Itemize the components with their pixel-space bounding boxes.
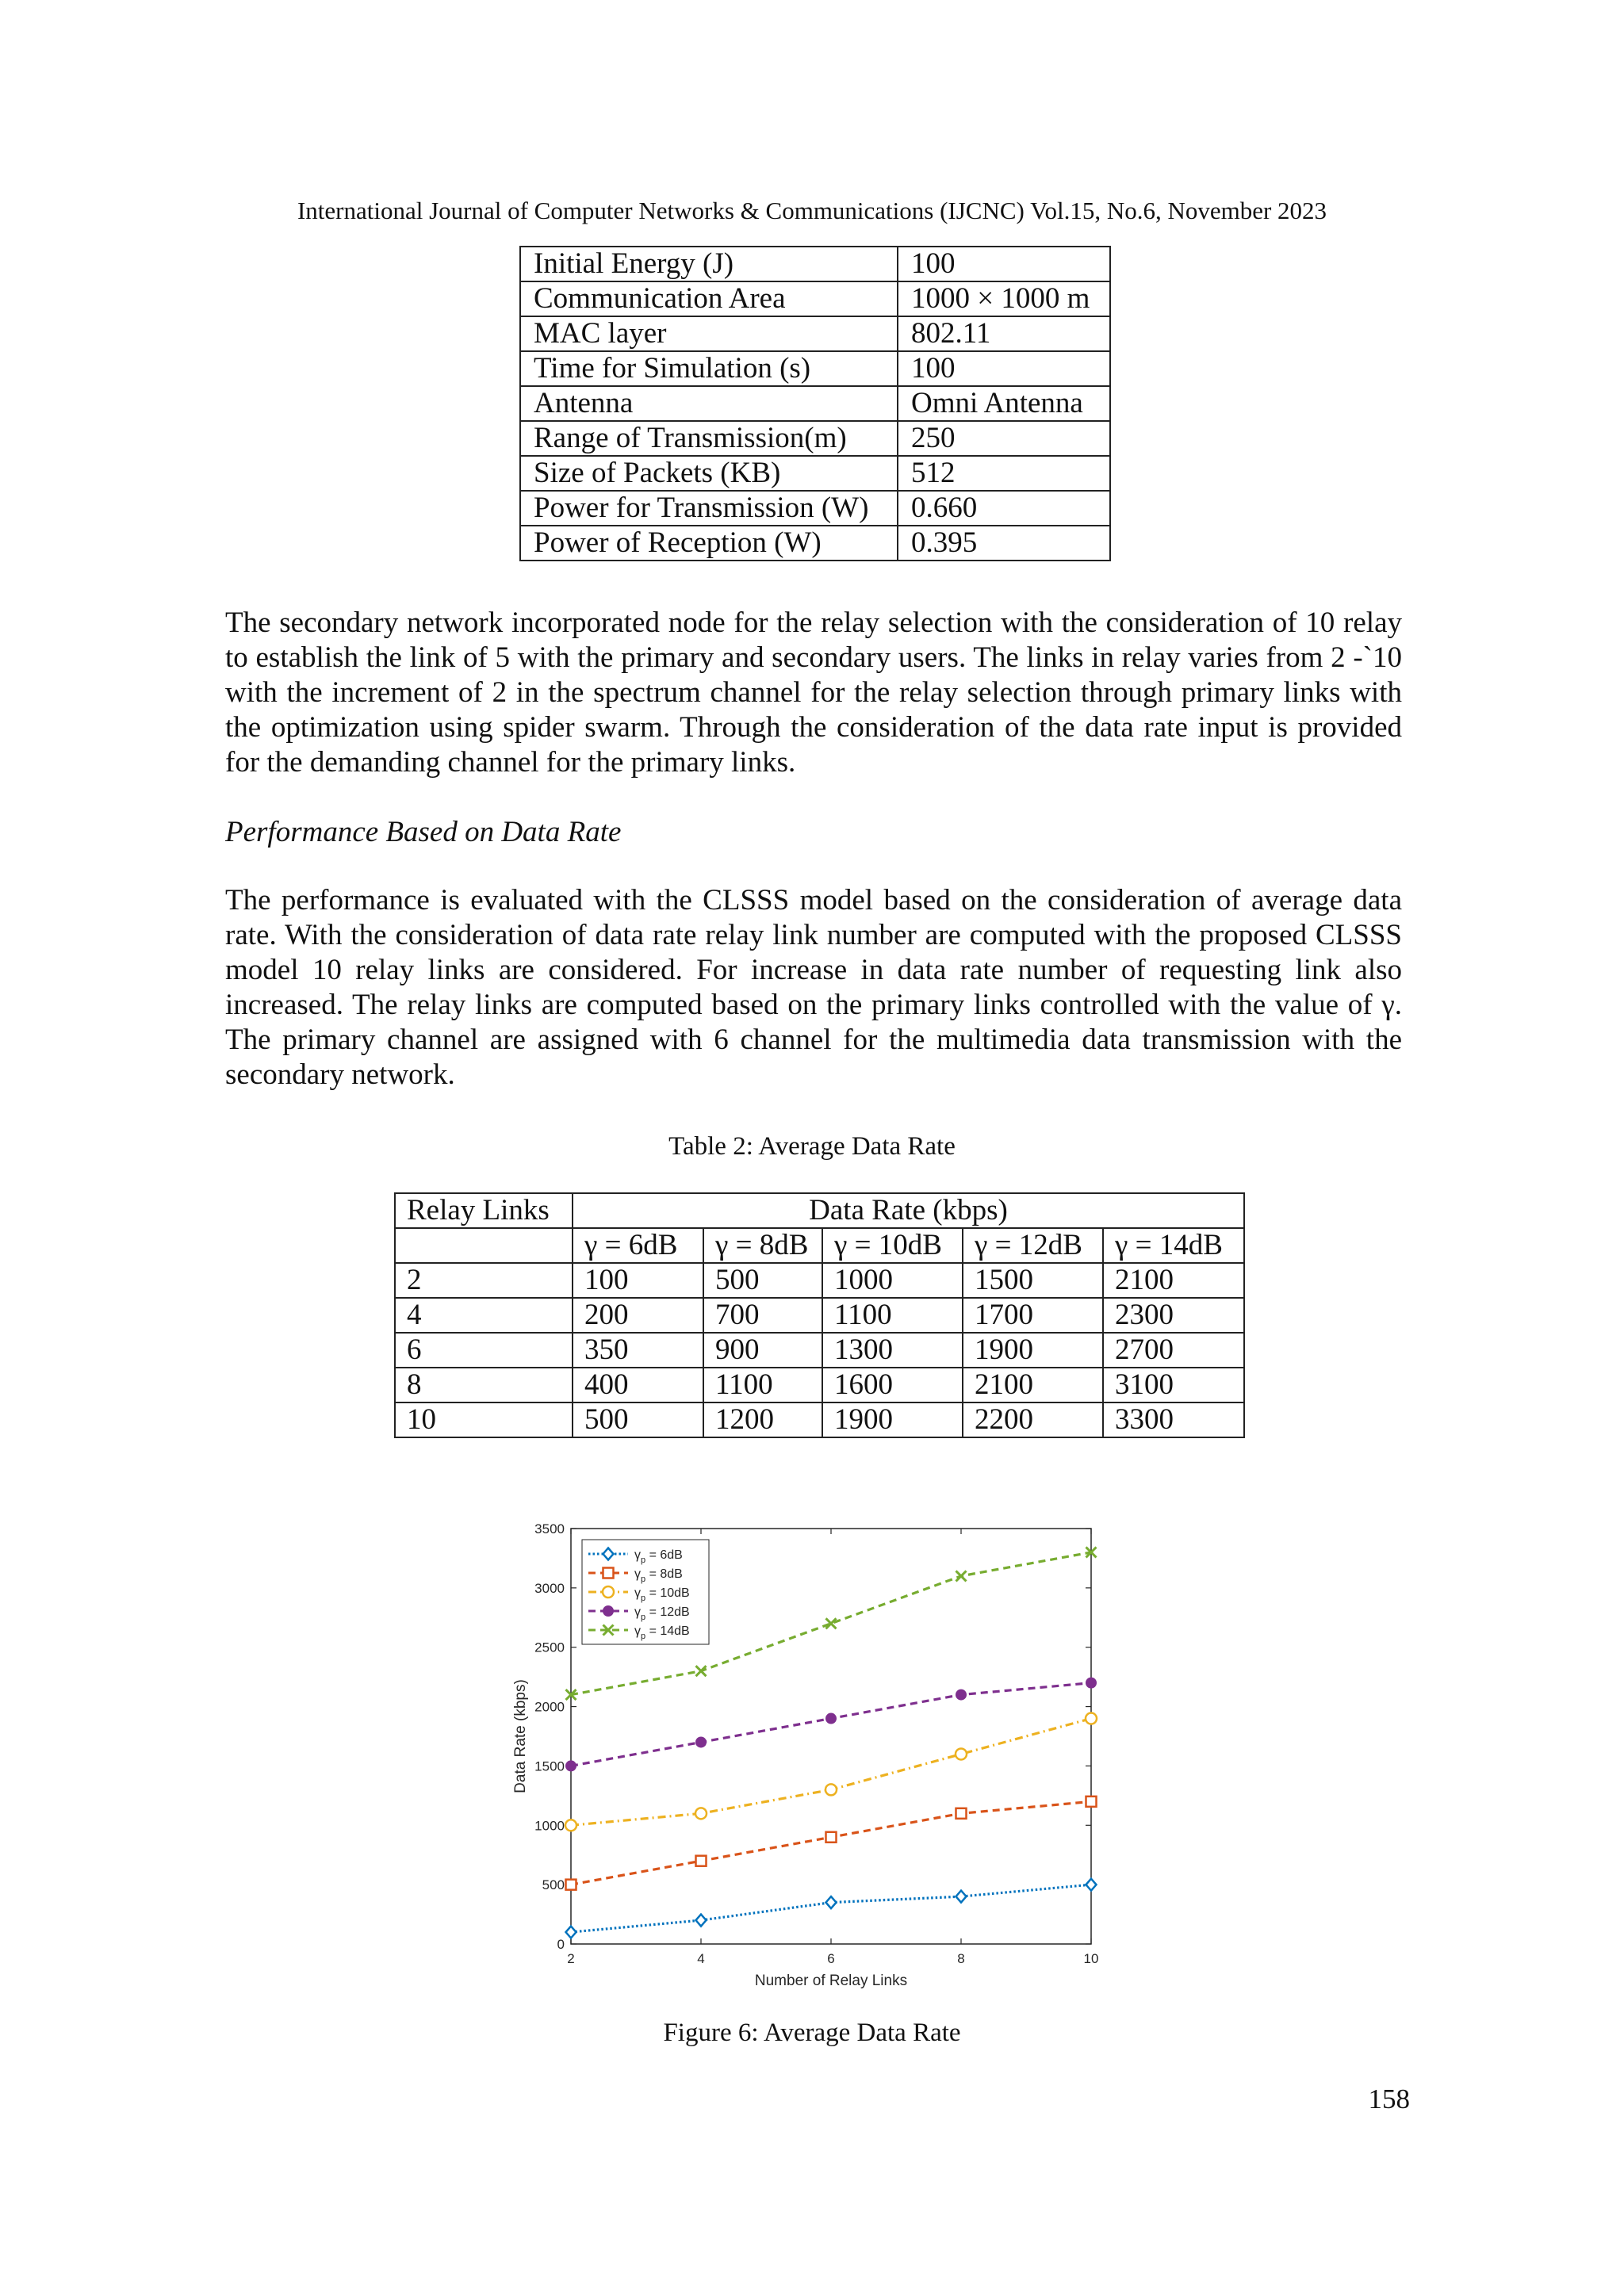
data-rate-cell: 1700 [963,1298,1103,1333]
data-point [826,1713,837,1724]
parameter-row [520,526,1110,561]
x-tick-label: 8 [957,1951,965,1966]
page-number: 158 [1368,2084,1410,2114]
y-tick-label: 500 [542,1877,565,1893]
table-row [395,1263,1244,1298]
table-row [395,1298,1244,1333]
data-rate-cell: 3100 [1103,1368,1244,1402]
gamma-header: γ = 12dB [963,1228,1103,1263]
parameter-row [520,491,1110,526]
data-point [825,1784,837,1795]
parameter-name: Time for Simulation (s) [520,351,898,386]
data-rate-cell: 100 [573,1263,703,1298]
y-tick-label: 1000 [534,1818,565,1834]
data-rate-cell: 3300 [1103,1402,1244,1437]
data-rate-cell: 1900 [963,1333,1103,1368]
data-point [696,1856,707,1866]
section-subheading: Performance Based on Data Rate [225,816,622,848]
data-point [956,1808,967,1819]
parameter-row [520,281,1110,316]
x-tick-label: 10 [1083,1951,1099,1966]
legend-label: $\gamma_p = 12dB$ [634,1605,690,1622]
parameter-name: Range of Transmission(m) [520,421,898,456]
paragraph-performance: The performance is evaluated with the CLSSS model based on the consideration of average data rate. With the consideration of data rate relay link number are computed with the proposed CLSSS model 10 relay links are considered. For increase in data rate number of requesting link also increased. The relay links are computed based on the primary links controlled with the value of γ. The primary channel are assigned with 6 channel for the multimedia data transmission with the secondary network. [225,884,1402,1091]
parameter-name: Initial Energy (J) [520,247,898,281]
x-tick-label: 2 [567,1951,575,1966]
relay-links-cell: 2 [395,1263,573,1298]
data-point [566,1880,576,1890]
parameter-row [520,247,1110,281]
data-point [603,1606,614,1617]
legend-label: $\gamma_p = 14dB$ [634,1624,690,1641]
parameter-row [520,316,1110,351]
gamma-header: γ = 8dB [703,1228,822,1263]
parameter-value: 802.11 [898,316,1110,351]
parameter-value: 100 [898,351,1110,386]
y-tick-label: 2000 [534,1699,565,1715]
table-row [395,1368,1244,1402]
average-data-rate-chart [492,1506,1110,1989]
data-rate-cell: 1000 [822,1263,963,1298]
parameter-value: 100 [898,247,1110,281]
legend-label: $\gamma_p = 8dB$ [634,1567,683,1584]
data-rate-cell: 2200 [963,1402,1103,1437]
data-rate-cell: 200 [573,1298,703,1333]
parameter-value: 0.395 [898,526,1110,561]
data-point [956,1748,967,1759]
data-point [565,1820,576,1831]
data-rate-cell: 1300 [822,1333,963,1368]
data-point [603,1568,614,1578]
relay-links-header: Relay Links [395,1193,573,1228]
y-axis-label: Data Rate (kbps) [512,1679,529,1793]
y-tick-label: 3500 [534,1521,565,1536]
gamma-header: γ = 14dB [1103,1228,1244,1263]
parameter-row [520,351,1110,386]
table-row [395,1402,1244,1437]
relay-links-cell: 8 [395,1368,573,1402]
y-tick-label: 0 [557,1937,565,1952]
gamma-header: γ = 6dB [573,1228,703,1263]
y-tick-label: 3000 [534,1580,565,1596]
data-point [1086,1713,1097,1724]
data-point [956,1689,967,1700]
relay-links-cell: 10 [395,1402,573,1437]
data-rate-cell: 1100 [822,1298,963,1333]
paragraph-relay-selection: The secondary network incorporated node for the relay selection with the consideration of 10 relay to establish the link of 5 with the primary and secondary users. The links in relay varies from 2 -`10 with the increment of 2 in the spectrum channel for the relay selection through primary links with the optimization using spider swarm. Through the consideration of the data rate input is provided for the demanding channel for the primary links. [225,607,1402,779]
data-rate-cell: 2300 [1103,1298,1244,1333]
data-rate-cell: 1600 [822,1368,963,1402]
average-data-rate-table [394,1192,1245,1438]
data-point [1086,1678,1097,1688]
data-point [695,1808,707,1819]
data-rate-cell: 2100 [963,1368,1103,1402]
parameter-value: 512 [898,456,1110,491]
data-rate-cell: 900 [703,1333,822,1368]
legend-label: $\gamma_p = 10dB$ [634,1586,690,1603]
data-rate-cell: 700 [703,1298,822,1333]
data-rate-cell: 2100 [1103,1263,1244,1298]
parameter-name: Antenna [520,386,898,421]
parameter-name: Size of Packets (KB) [520,456,898,491]
y-tick-label: 2500 [534,1640,565,1655]
legend-label: $\gamma_p = 6dB$ [634,1548,683,1565]
journal-header: International Journal of Computer Networks & Communications (IJCNC) Vol.15, No.6, November 2023 [297,197,1327,224]
data-rate-cell: 1100 [703,1368,822,1402]
parameter-value: 0.660 [898,491,1110,526]
relay-links-cell: 6 [395,1333,573,1368]
table-row [395,1333,1244,1368]
y-tick-label: 1500 [534,1758,565,1774]
figure-6-caption: Figure 6: Average Data Rate [663,2019,961,2047]
data-point [566,1761,576,1771]
parameter-row [520,456,1110,491]
table-header-row [395,1193,1244,1228]
data-rate-cell: 1200 [703,1402,822,1437]
data-rate-cell: 500 [573,1402,703,1437]
parameter-value: 250 [898,421,1110,456]
data-point [1086,1797,1097,1807]
parameter-name: Power for Transmission (W) [520,491,898,526]
parameter-name: MAC layer [520,316,898,351]
table-2-caption: Table 2: Average Data Rate [668,1132,956,1161]
relay-links-cell: 4 [395,1298,573,1333]
data-rate-cell: 500 [703,1263,822,1298]
x-tick-label: 4 [697,1951,705,1966]
parameter-value: Omni Antenna [898,386,1110,421]
parameter-row [520,421,1110,456]
parameter-value: 1000 × 1000 m [898,281,1110,316]
x-tick-label: 6 [827,1951,835,1966]
data-rate-cell: 1500 [963,1263,1103,1298]
x-axis-label: Number of Relay Links [754,1973,908,1989]
data-point [696,1737,707,1747]
parameter-name: Power of Reception (W) [520,526,898,561]
empty-header-cell [395,1228,573,1263]
legend [582,1540,709,1644]
parameter-row [520,386,1110,421]
data-point [603,1586,614,1598]
data-rate-cell: 2700 [1103,1333,1244,1368]
parameter-name: Communication Area [520,281,898,316]
data-rate-cell: 1900 [822,1402,963,1437]
parameters-table [519,246,1111,561]
gamma-header: γ = 10dB [822,1228,963,1263]
data-rate-cell: 400 [573,1368,703,1402]
data-rate-cell: 350 [573,1333,703,1368]
data-rate-header: Data Rate (kbps) [573,1193,1244,1228]
gamma-header-row [395,1228,1244,1263]
data-point [826,1832,837,1843]
